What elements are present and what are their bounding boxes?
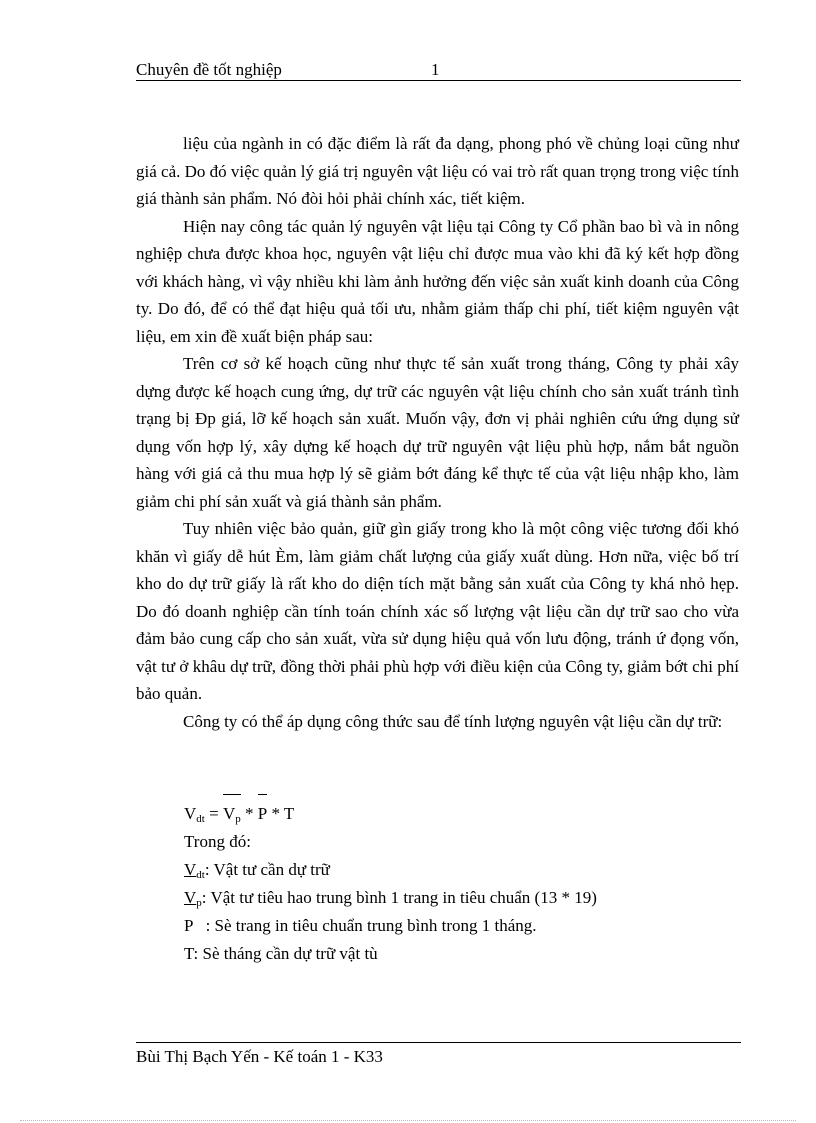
paragraph-2: Hiện nay công tác quản lý nguyên vật liệu tại Công ty Cổ phần bao bì và in nông nghiệp chưa được khoa học, nguyên vật liệu chỉ được mua vào khi đã ký kết hợp đồng với khách hàng, vì vậy nhiều khi làm ảnh hưởng đến việc sản xuất kinh doanh của Công ty. Do đó, để có thể đạt hiệu quả tối ưu, nhằm giảm thấp chi phí, tiết kiệm nguyên vật liệu, em xin đề xuất biện pháp sau:	[136, 216, 739, 346]
trong-do-label: Trong đó:	[184, 832, 251, 851]
definition-vp: $V_p$: Vật tư tiêu hao trung bình 1 trang in tiêu chuẩn (13 * 19)	[184, 888, 597, 909]
page-footer	[136, 1042, 741, 1066]
definition-vdt: $V_{dt}$: Vật tư cần dự trữ	[184, 860, 330, 881]
formula-p: P	[258, 800, 267, 828]
definition-t: T: Sè tháng cần dự trữ vật tù	[184, 944, 378, 963]
page-bottom-divider	[20, 1120, 796, 1121]
paragraph-1: liệu của ngành in có đặc điểm là rất đa dạng, phong phó về chủng loại cũng như giá cả. Do đó việc quản lý giá trị nguyên vật liệu có vai trò rất quan trọng trong việc tính giá thành sản phẩm. Nó đòi hỏi phải chính xác, tiết kiệm.	[136, 134, 739, 208]
body-text	[136, 130, 739, 735]
page-header	[136, 58, 741, 81]
formula-vdt: $V_{dt}$	[184, 804, 205, 825]
formula-vp: $V_p$	[223, 800, 241, 834]
definition-p: P : Sè trang in tiêu chuẩn trung bình trong 1 tháng.	[184, 916, 537, 935]
paragraph-3: Trên cơ sở kế hoạch cũng như thực tế sản xuất trong tháng, Công ty phải xây dựng được kế hoạch cung ứng, dự trữ các nguyên vật liệu chính cho sản xuất tránh tình trạng bị Ðp giá, lỡ kế hoạch sản xuất. Muốn vậy, đơn vị phải nghiên cứu ứng dụng sử dụng vốn hợp lý, xây dựng kế hoạch dự trữ nguyên vật liệu phù hợp, nắm bắt nguồn hàng với giá cả thu mua hợp lý sẽ giảm bớt đáng kể thực tế của vật liệu nhập kho, làm giảm chi phí sản xuất và giá thành sản phẩm.	[136, 354, 739, 511]
document-title: Chuyên đề tốt nghiệp	[136, 60, 282, 79]
page-number: 1	[431, 60, 440, 79]
footer-author: Bùi Thị Bạch Yến - Kế toán 1 - K33	[136, 1047, 383, 1066]
paragraph-5: Công ty có thể áp dụng công thức sau để tính lượng nguyên vật liệu cần dự trữ:	[183, 711, 723, 731]
paragraph-4: Tuy nhiên việc bảo quản, giữ gìn giấy trong kho là một công việc tương đối khó khăn vì giấy dễ hút Èm, làm giảm chất lượng của giấy xuất dùng. Hơn nữa, việc bố trí kho do dự trữ giấy là rất kho do diện tích mặt bằng sản xuất của Công ty khá nhỏ hẹp. Do đó doanh nghiệp cần tính toán chính xác số lượng vật liệu cần dự trữ sao cho vừa đảm bảo cung cấp cho sản xuất, vừa sử dụng hiệu quả vốn lưu động, tránh ứ đọng vốn, vật tư ở khâu dự trữ, đồng thời phải phù hợp với điều kiện của Công ty, giảm bớt chi phí bảo quản.	[136, 519, 739, 703]
formula-line: $V_{dt} = V_p * P * T$	[184, 800, 294, 834]
